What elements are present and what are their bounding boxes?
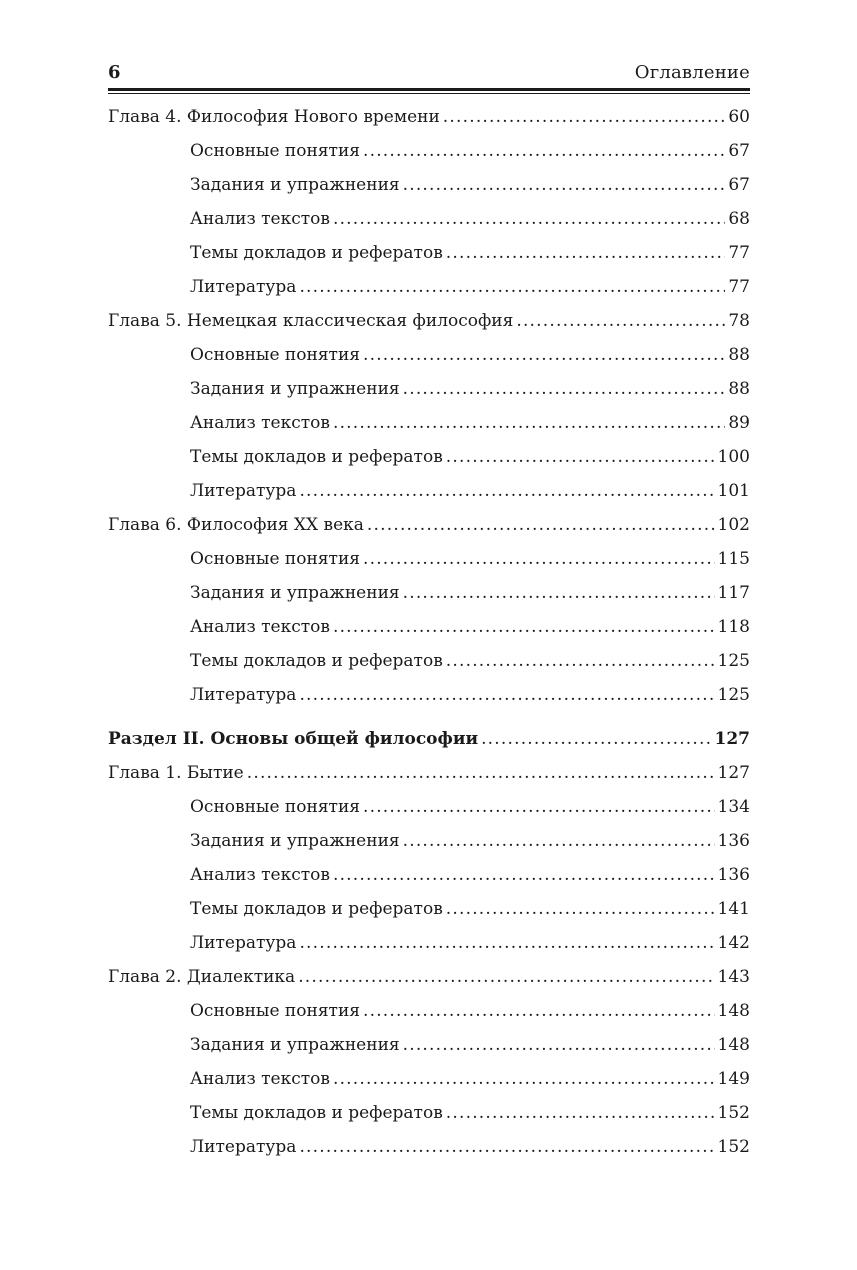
toc-subentry: [108, 790, 750, 824]
toc-dot-leader: [446, 236, 726, 270]
toc-dot-leader: [403, 168, 726, 202]
toc-subentry: [108, 168, 750, 202]
toc-entry-page: 127: [717, 763, 750, 783]
toc-entry-title: Темы докладов и рефератов: [190, 243, 443, 263]
header-rule-thin: [108, 93, 750, 94]
toc-entry-page: 115: [717, 549, 750, 569]
toc-entry-page: 149: [717, 1069, 750, 1089]
toc-subentry: [108, 406, 750, 440]
toc-entry-title: Темы докладов и рефератов: [190, 1103, 443, 1123]
toc-entry-title: Темы докладов и рефератов: [190, 651, 443, 671]
toc-dot-leader: [299, 270, 725, 304]
page-number: 6: [108, 62, 121, 83]
toc-dot-leader: [403, 1028, 715, 1062]
toc-entry-title: Глава 2. Диалектика: [108, 967, 296, 987]
toc-subentry: [108, 202, 750, 236]
toc-subentry: [108, 576, 750, 610]
toc-dot-leader: [443, 100, 726, 134]
toc-entry-page: 142: [717, 933, 750, 953]
toc-section-entry: [108, 722, 750, 756]
toc-entry-page: 152: [717, 1137, 750, 1157]
toc-entry-title: Литература: [190, 481, 297, 501]
toc-dot-leader: [247, 756, 715, 790]
toc-subentry: [108, 440, 750, 474]
toc-entry-page: 67: [728, 141, 750, 161]
toc-dot-leader: [333, 202, 725, 236]
toc-subentry: [108, 994, 750, 1028]
toc-subentry: [108, 926, 750, 960]
toc-entry-page: 78: [728, 311, 750, 331]
toc-entry-title: Анализ текстов: [190, 1069, 330, 1089]
toc-dot-leader: [367, 508, 715, 542]
toc-dot-leader: [333, 1062, 715, 1096]
toc-subentry: [108, 474, 750, 508]
toc-entry-page: 117: [717, 583, 750, 603]
toc-entry-title: Литература: [190, 685, 297, 705]
toc-entry-page: 88: [728, 379, 750, 399]
toc-subentry: [108, 678, 750, 712]
toc-entry-title: Основные понятия: [190, 1001, 360, 1021]
toc-entry-title: Раздел II. Основы общей философии: [108, 729, 479, 749]
toc-entry-title: Основные понятия: [190, 141, 360, 161]
toc-entry-page: 127: [714, 729, 750, 749]
toc-chapter-entry: [108, 508, 750, 542]
toc-chapter-entry: [108, 756, 750, 790]
toc-entry-title: Основные понятия: [190, 549, 360, 569]
page-header: [108, 62, 750, 88]
header-rule-thick: [108, 88, 750, 91]
toc-dot-leader: [446, 1096, 715, 1130]
toc-entry-title: Основные понятия: [190, 345, 360, 365]
toc-dot-leader: [333, 858, 715, 892]
toc-entry-page: 100: [717, 447, 750, 467]
toc-subentry: [108, 1062, 750, 1096]
toc-entry-title: Анализ текстов: [190, 413, 330, 433]
toc-entry-page: 77: [728, 277, 750, 297]
toc-entry-title: Глава 6. Философия XX века: [108, 515, 364, 535]
toc-entry-page: 68: [728, 209, 750, 229]
toc-dot-leader: [299, 926, 714, 960]
toc-entry-title: Глава 5. Немецкая классическая философия: [108, 311, 514, 331]
toc-subentry: [108, 644, 750, 678]
toc-entry-page: 102: [717, 515, 750, 535]
toc-entry-title: Литература: [190, 277, 297, 297]
toc-entry-title: Глава 4. Философия Нового времени: [108, 107, 440, 127]
toc-subentry: [108, 542, 750, 576]
toc-entry-page: 89: [728, 413, 750, 433]
toc-chapter-entry: [108, 100, 750, 134]
toc-subentry: [108, 610, 750, 644]
toc-entry-page: 67: [728, 175, 750, 195]
toc-entry-title: Задания и упражнения: [190, 1035, 400, 1055]
toc-entry-page: 125: [717, 685, 750, 705]
table-of-contents: [108, 100, 750, 1164]
toc-entry-title: Задания и упражнения: [190, 379, 400, 399]
toc-entry-title: Литература: [190, 933, 297, 953]
toc-dot-leader: [299, 678, 714, 712]
toc-dot-leader: [333, 610, 715, 644]
toc-dot-leader: [363, 790, 715, 824]
toc-entry-title: Анализ текстов: [190, 865, 330, 885]
toc-entry-title: Основные понятия: [190, 797, 360, 817]
toc-dot-leader: [446, 892, 715, 926]
toc-dot-leader: [403, 372, 726, 406]
toc-entry-page: 136: [717, 831, 750, 851]
toc-dot-leader: [333, 406, 725, 440]
toc-subentry: [108, 892, 750, 926]
toc-entry-page: 125: [717, 651, 750, 671]
toc-dot-leader: [299, 474, 714, 508]
toc-entry-page: 148: [717, 1035, 750, 1055]
toc-chapter-entry: [108, 304, 750, 338]
toc-entry-title: Анализ текстов: [190, 617, 330, 637]
toc-subentry: [108, 338, 750, 372]
toc-subentry: [108, 372, 750, 406]
toc-dot-leader: [446, 440, 715, 474]
toc-subentry: [108, 1096, 750, 1130]
toc-entry-title: Темы докладов и рефератов: [190, 447, 443, 467]
toc-entry-page: 152: [717, 1103, 750, 1123]
toc-entry-page: 134: [717, 797, 750, 817]
toc-dot-leader: [298, 960, 714, 994]
toc-dot-leader: [363, 134, 725, 168]
toc-entry-title: Литература: [190, 1137, 297, 1157]
toc-dot-leader: [516, 304, 725, 338]
toc-entry-page: 141: [717, 899, 750, 919]
toc-entry-page: 101: [717, 481, 750, 501]
toc-dot-leader: [363, 338, 725, 372]
toc-dot-leader: [481, 722, 711, 756]
toc-entry-title: Глава 1. Бытие: [108, 763, 244, 783]
toc-entry-title: Анализ текстов: [190, 209, 330, 229]
toc-entry-page: 77: [728, 243, 750, 263]
toc-dot-leader: [299, 1130, 714, 1164]
toc-subentry: [108, 1130, 750, 1164]
toc-entry-title: Задания и упражнения: [190, 831, 400, 851]
toc-entry-title: Темы докладов и рефератов: [190, 899, 443, 919]
toc-entry-page: 88: [728, 345, 750, 365]
toc-subentry: [108, 270, 750, 304]
toc-subentry: [108, 824, 750, 858]
toc-entry-page: 118: [717, 617, 750, 637]
toc-dot-leader: [363, 994, 715, 1028]
toc-subentry: [108, 134, 750, 168]
toc-entry-page: 143: [717, 967, 750, 987]
toc-subentry: [108, 1028, 750, 1062]
toc-dot-leader: [363, 542, 715, 576]
toc-entry-page: 60: [728, 107, 750, 127]
toc-entry-page: 136: [717, 865, 750, 885]
toc-dot-leader: [403, 576, 715, 610]
toc-entry-page: 148: [717, 1001, 750, 1021]
toc-chapter-entry: [108, 960, 750, 994]
toc-dot-leader: [403, 824, 715, 858]
running-title: Оглавление: [634, 62, 750, 83]
toc-entry-title: Задания и упражнения: [190, 583, 400, 603]
toc-subentry: [108, 858, 750, 892]
toc-subentry: [108, 236, 750, 270]
toc-entry-title: Задания и упражнения: [190, 175, 400, 195]
toc-dot-leader: [446, 644, 715, 678]
